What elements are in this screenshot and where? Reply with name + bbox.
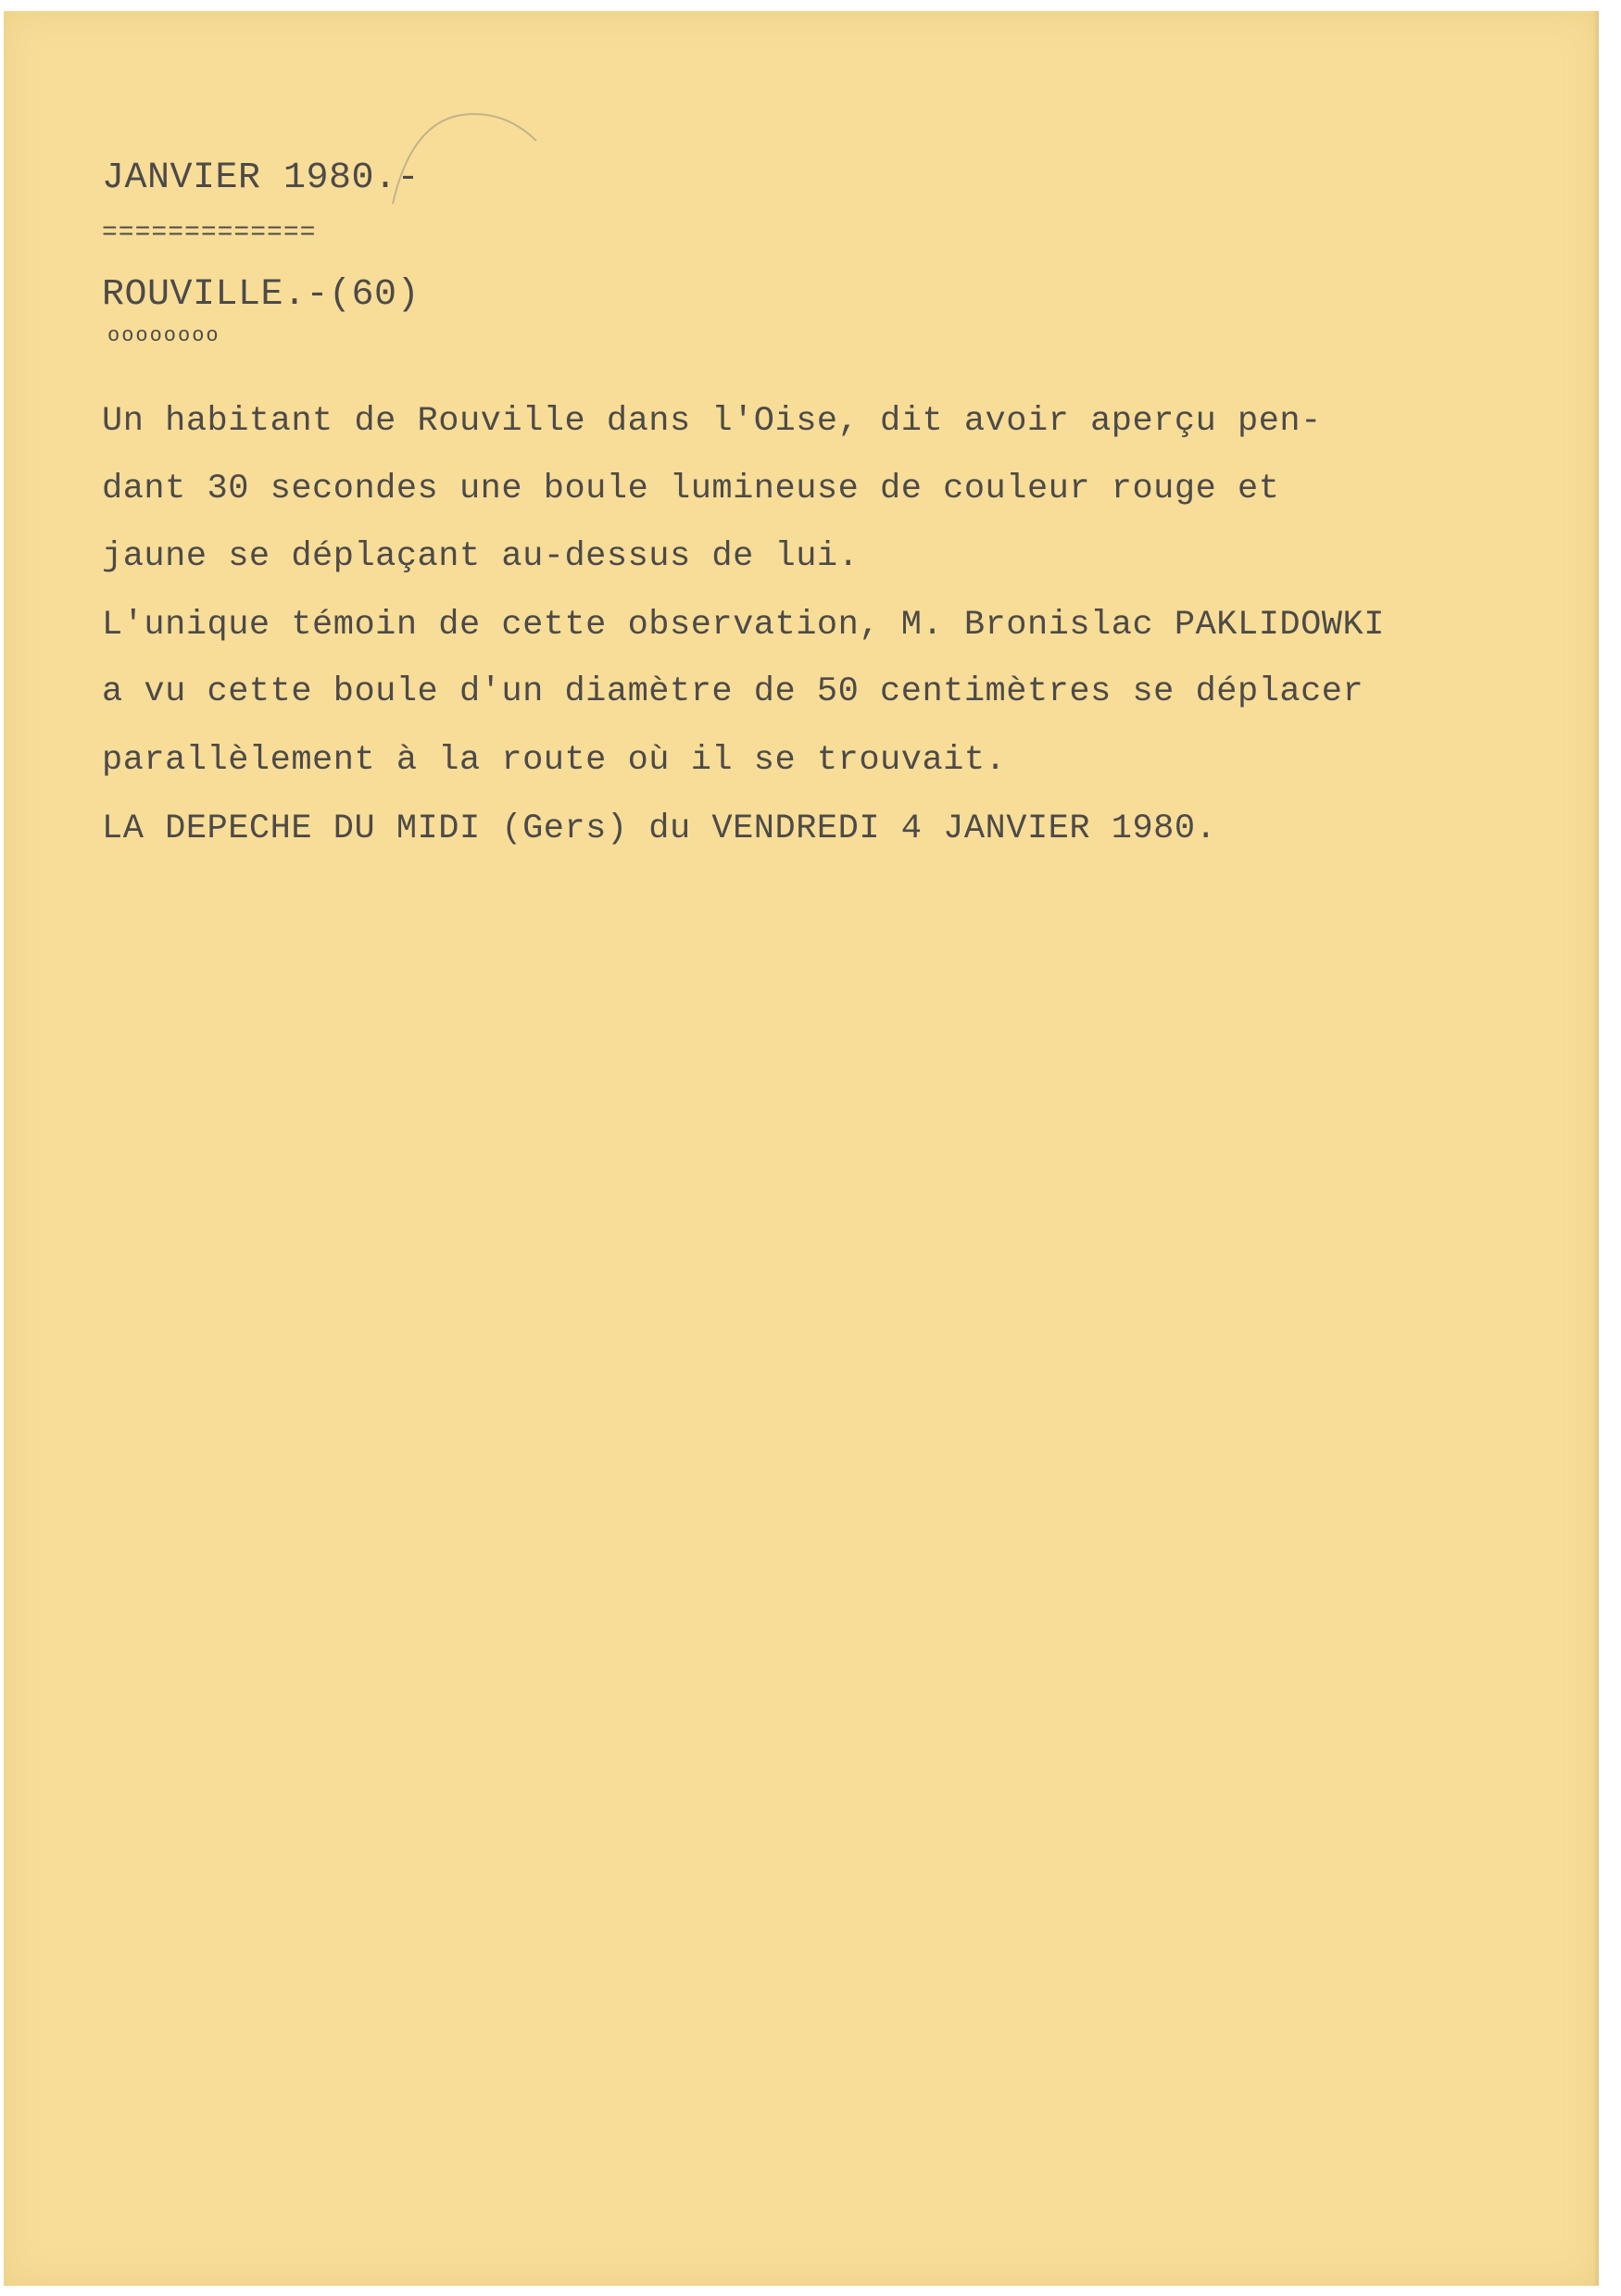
date-heading: JANVIER 1980.-	[102, 157, 421, 199]
place-heading-underline: oooooooo	[107, 324, 220, 347]
body-line: Un habitant de Rouville dans l'Oise, dit avoir aperçu pen-	[102, 402, 1322, 441]
source-citation: LA DEPECHE DU MIDI (Gers) du VENDREDI 4 JANVIER 1980.	[102, 809, 1217, 848]
body-line: dant 30 secondes une boule lumineuse de couleur rouge et	[102, 470, 1280, 508]
place-heading: ROUVILLE.-(60)	[102, 274, 421, 316]
body-line: parallèlement à la route où il se trouvait.	[102, 741, 1007, 780]
date-heading-underline: =============	[102, 219, 317, 247]
body-line: L'unique témoin de cette observation, M. Bronislac PAKLIDOWKI	[102, 606, 1385, 645]
document-sheet	[4, 11, 1599, 2286]
paper-edge	[1593, 11, 1599, 2286]
body-line: jaune se déplaçant au-dessus de lui.	[102, 537, 860, 576]
body-line: a vu cette boule d'un diamètre de 50 centimètres se déplacer	[102, 672, 1364, 711]
